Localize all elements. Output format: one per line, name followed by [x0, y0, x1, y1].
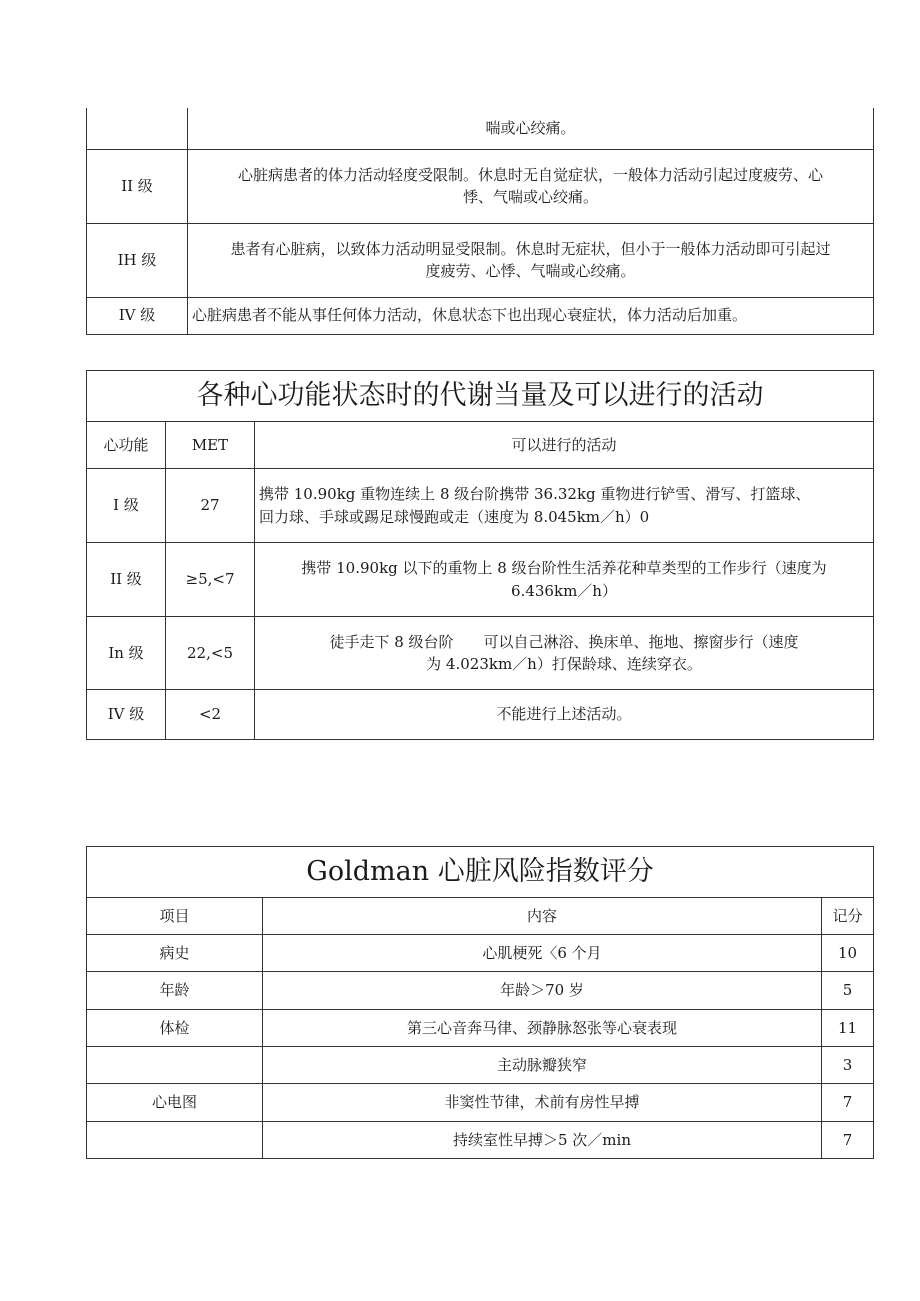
table-row [87, 617, 874, 690]
content-cell: 主动脉瓣狭窄 [263, 1047, 822, 1084]
met-cell: 27 [166, 469, 255, 543]
table-row [87, 935, 874, 972]
column-header: 项目 [87, 898, 263, 935]
met-cell: ≥5,<7 [166, 543, 255, 617]
goldman-risk-table [86, 846, 874, 1159]
activity-cell: 携带 10.90kg 重物连续上 8 级台阶携带 36.32kg 重物进行铲雪、滑写、打篮球、 回力球、手球或踢足球慢跑或走（速度为 8.045km／h）0 [255, 469, 874, 543]
activity-cell: 不能进行上述活动。 [255, 690, 874, 740]
column-header: 内容 [263, 898, 822, 935]
item-cell: 病史 [87, 935, 263, 972]
grade-cell: IV 级 [87, 690, 166, 740]
item-cell [87, 1122, 263, 1159]
description-cell: 心脏病患者的体力活动轻度受限制。休息时无自觉症状，一般体力活动引起过度疲劳、心 悸、气喘或心绞痛。 [188, 149, 874, 223]
table-row [87, 543, 874, 617]
column-header: 心功能 [87, 422, 166, 469]
table-row [87, 297, 874, 334]
met-cell: <2 [166, 690, 255, 740]
header-row [87, 898, 874, 935]
table-title: 各种心功能状态时的代谢当量及可以进行的活动 [87, 371, 874, 422]
grade-cell [87, 108, 188, 149]
table-row [87, 149, 874, 223]
score-cell: 7 [822, 1084, 874, 1122]
item-cell: 体检 [87, 1010, 263, 1047]
header-row [87, 422, 874, 469]
content-cell: 心肌梗死〈6 个月 [263, 935, 822, 972]
table-row [87, 1047, 874, 1084]
description-cell: 患者有心脏病，以致体力活动明显受限制。休息时无症状，但小于一般体力活动即可引起过 度疲劳、心悸、气喘或心绞痛。 [188, 223, 874, 297]
heart-function-grade-table [86, 108, 874, 335]
content-cell: 第三心音奔马律、颈静脉怒张等心衰表现 [263, 1010, 822, 1047]
content-cell: 持续室性早搏＞5 次／min [263, 1122, 822, 1159]
table-row [87, 223, 874, 297]
grade-cell: IH 级 [87, 223, 188, 297]
score-cell: 10 [822, 935, 874, 972]
content-cell: 年龄＞70 岁 [263, 972, 822, 1010]
met-activity-table [86, 370, 874, 740]
score-cell: 3 [822, 1047, 874, 1084]
description-cell: 心脏病患者不能从事任何体力活动，休息状态下也出现心衰症状，体力活动后加重。 [188, 297, 874, 334]
table-row [87, 1122, 874, 1159]
table-row [87, 108, 874, 149]
column-header: 可以进行的活动 [255, 422, 874, 469]
table-row [87, 469, 874, 543]
table-row [87, 1084, 874, 1122]
table-title: Goldman 心脏风险指数评分 [87, 847, 874, 898]
description-cell: 喘或心绞痛。 [188, 108, 874, 149]
content-cell: 非窦性节律，术前有房性早搏 [263, 1084, 822, 1122]
grade-cell: II 级 [87, 543, 166, 617]
grade-cell: I 级 [87, 469, 166, 543]
met-cell: 22,<5 [166, 617, 255, 690]
grade-cell: IV 级 [87, 297, 188, 334]
column-header: 记分 [822, 898, 874, 935]
score-cell: 11 [822, 1010, 874, 1047]
activity-cell: 携带 10.90kg 以下的重物上 8 级台阶性生活养花种草类型的工作步行（速度为 6.436km／h） [255, 543, 874, 617]
item-cell: 心电图 [87, 1084, 263, 1122]
table-row [87, 972, 874, 1010]
grade-cell: In 级 [87, 617, 166, 690]
activity-cell: 徒手走下 8 级台阶 可以自己淋浴、换床单、拖地、擦窗步行（速度 为 4.023km／h）打保龄球、连续穿衣。 [255, 617, 874, 690]
score-cell: 7 [822, 1122, 874, 1159]
table-row [87, 690, 874, 740]
score-cell: 5 [822, 972, 874, 1010]
item-cell: 年龄 [87, 972, 263, 1010]
grade-cell: II 级 [87, 149, 188, 223]
item-cell [87, 1047, 263, 1084]
column-header: MET [166, 422, 255, 469]
table-row [87, 1010, 874, 1047]
